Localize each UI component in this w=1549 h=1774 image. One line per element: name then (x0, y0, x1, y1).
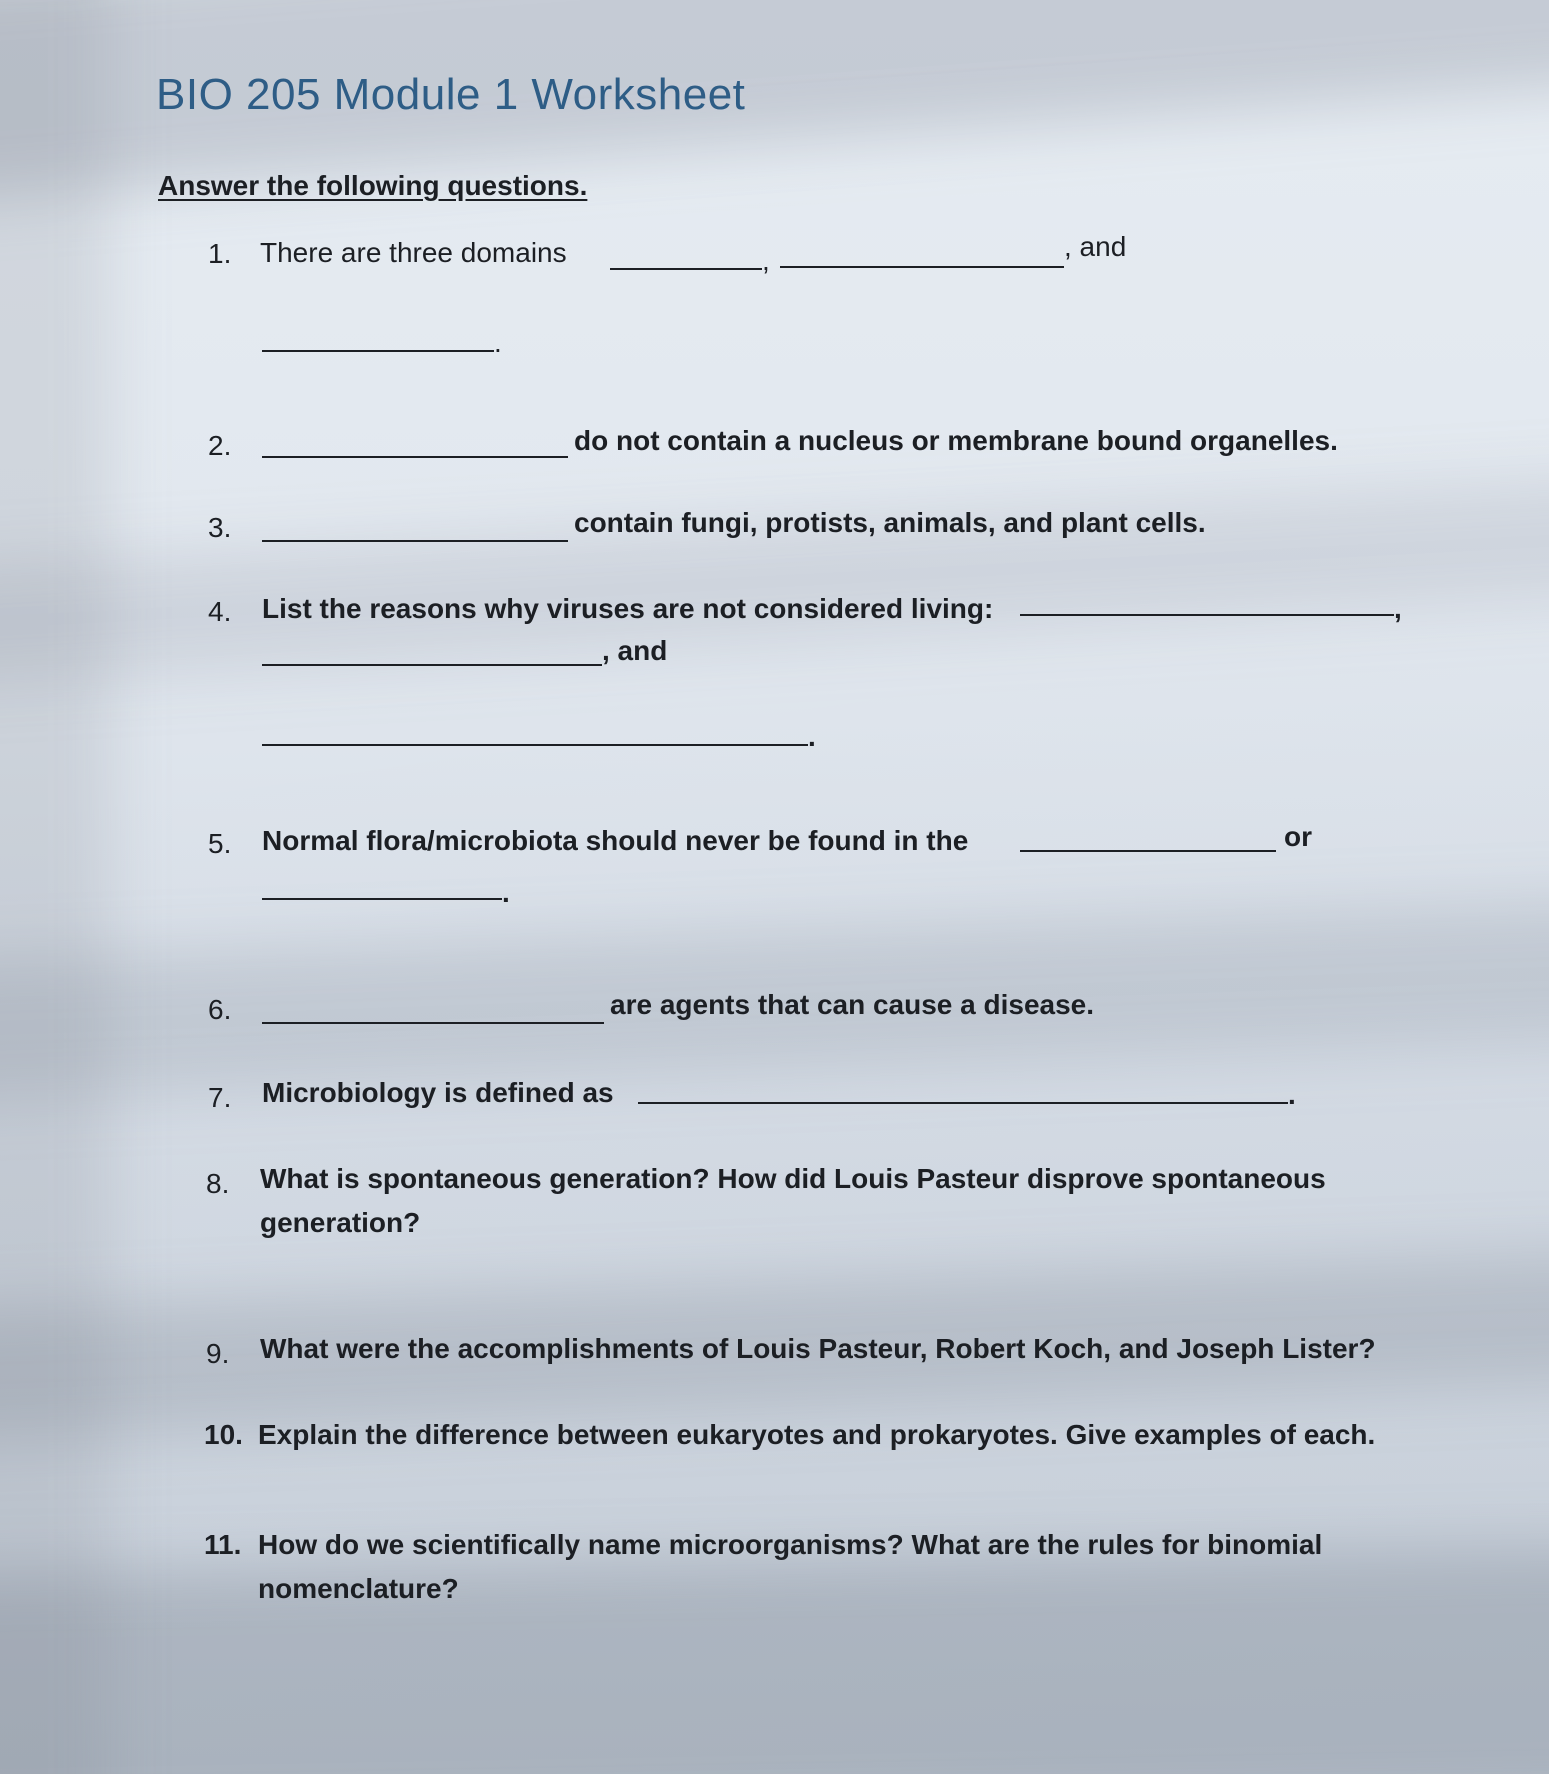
answer-blank[interactable] (262, 898, 502, 900)
question-8-text-line2: generation? (260, 1207, 421, 1238)
question-number: 8. (206, 1168, 230, 1199)
question-4-and: , and (602, 635, 668, 666)
question-number: 3. (208, 512, 232, 543)
question-number: 2. (208, 430, 232, 461)
answer-blank[interactable] (1020, 850, 1276, 852)
question-number: 10. (204, 1419, 243, 1450)
question-number: 7. (208, 1082, 232, 1113)
question-1-text: There are three domains (260, 237, 567, 268)
question-8-text-line1: What is spontaneous generation? How did Louis Pasteur disprove spontaneous (260, 1163, 1326, 1194)
question-4-text: List the reasons why viruses are not considered living: (262, 593, 994, 624)
question-1-period: . (494, 327, 502, 358)
question-number: 6. (208, 994, 232, 1025)
answer-blank[interactable] (780, 266, 1064, 268)
question-2-text: do not contain a nucleus or membrane bound organelles. (574, 425, 1338, 456)
question-7-text: Microbiology is defined as (262, 1077, 614, 1108)
question-1-and: , and (1064, 231, 1127, 262)
question-9-text: What were the accomplishments of Louis Pasteur, Robert Koch, and Joseph Lister? (260, 1333, 1376, 1364)
answer-blank[interactable] (262, 350, 494, 352)
answer-blank[interactable] (638, 1102, 1288, 1104)
answer-blank[interactable] (262, 1022, 604, 1024)
answer-blank[interactable] (262, 664, 602, 666)
question-7-period: . (1288, 1079, 1296, 1110)
question-number: 11. (204, 1529, 242, 1560)
answer-blank[interactable] (610, 268, 762, 270)
answer-blank[interactable] (1020, 614, 1394, 616)
question-number: 4. (208, 596, 232, 627)
question-11-text-line2: nomenclature? (258, 1573, 459, 1604)
answer-blank[interactable] (262, 744, 808, 746)
question-3-text: contain fungi, protists, animals, and plant cells. (574, 507, 1206, 538)
question-10-text: Explain the difference between eukaryotes and prokaryotes. Give examples of each. (258, 1419, 1376, 1450)
instructions-heading: Answer the following questions. (158, 170, 588, 201)
question-number: 1. (208, 238, 232, 269)
question-1-separator: , (762, 245, 770, 276)
question-number: 9. (206, 1338, 230, 1369)
worksheet-title: BIO 205 Module 1 Worksheet (156, 70, 746, 119)
question-11-text-line1: How do we scientifically name microorganisms? What are the rules for binomial (258, 1529, 1323, 1560)
question-6-text: are agents that can cause a disease. (610, 989, 1095, 1020)
answer-blank[interactable] (262, 456, 568, 458)
question-5-text: Normal flora/microbiota should never be found in the (262, 825, 969, 856)
question-4-comma: , (1394, 593, 1402, 624)
question-4-period: . (808, 721, 816, 752)
question-5-period: . (502, 877, 510, 908)
answer-blank[interactable] (262, 540, 568, 542)
lighting-shadow (0, 1544, 1549, 1774)
lighting-shadow (0, 0, 110, 1774)
question-5-or: or (1284, 821, 1312, 852)
question-number: 5. (208, 828, 232, 859)
